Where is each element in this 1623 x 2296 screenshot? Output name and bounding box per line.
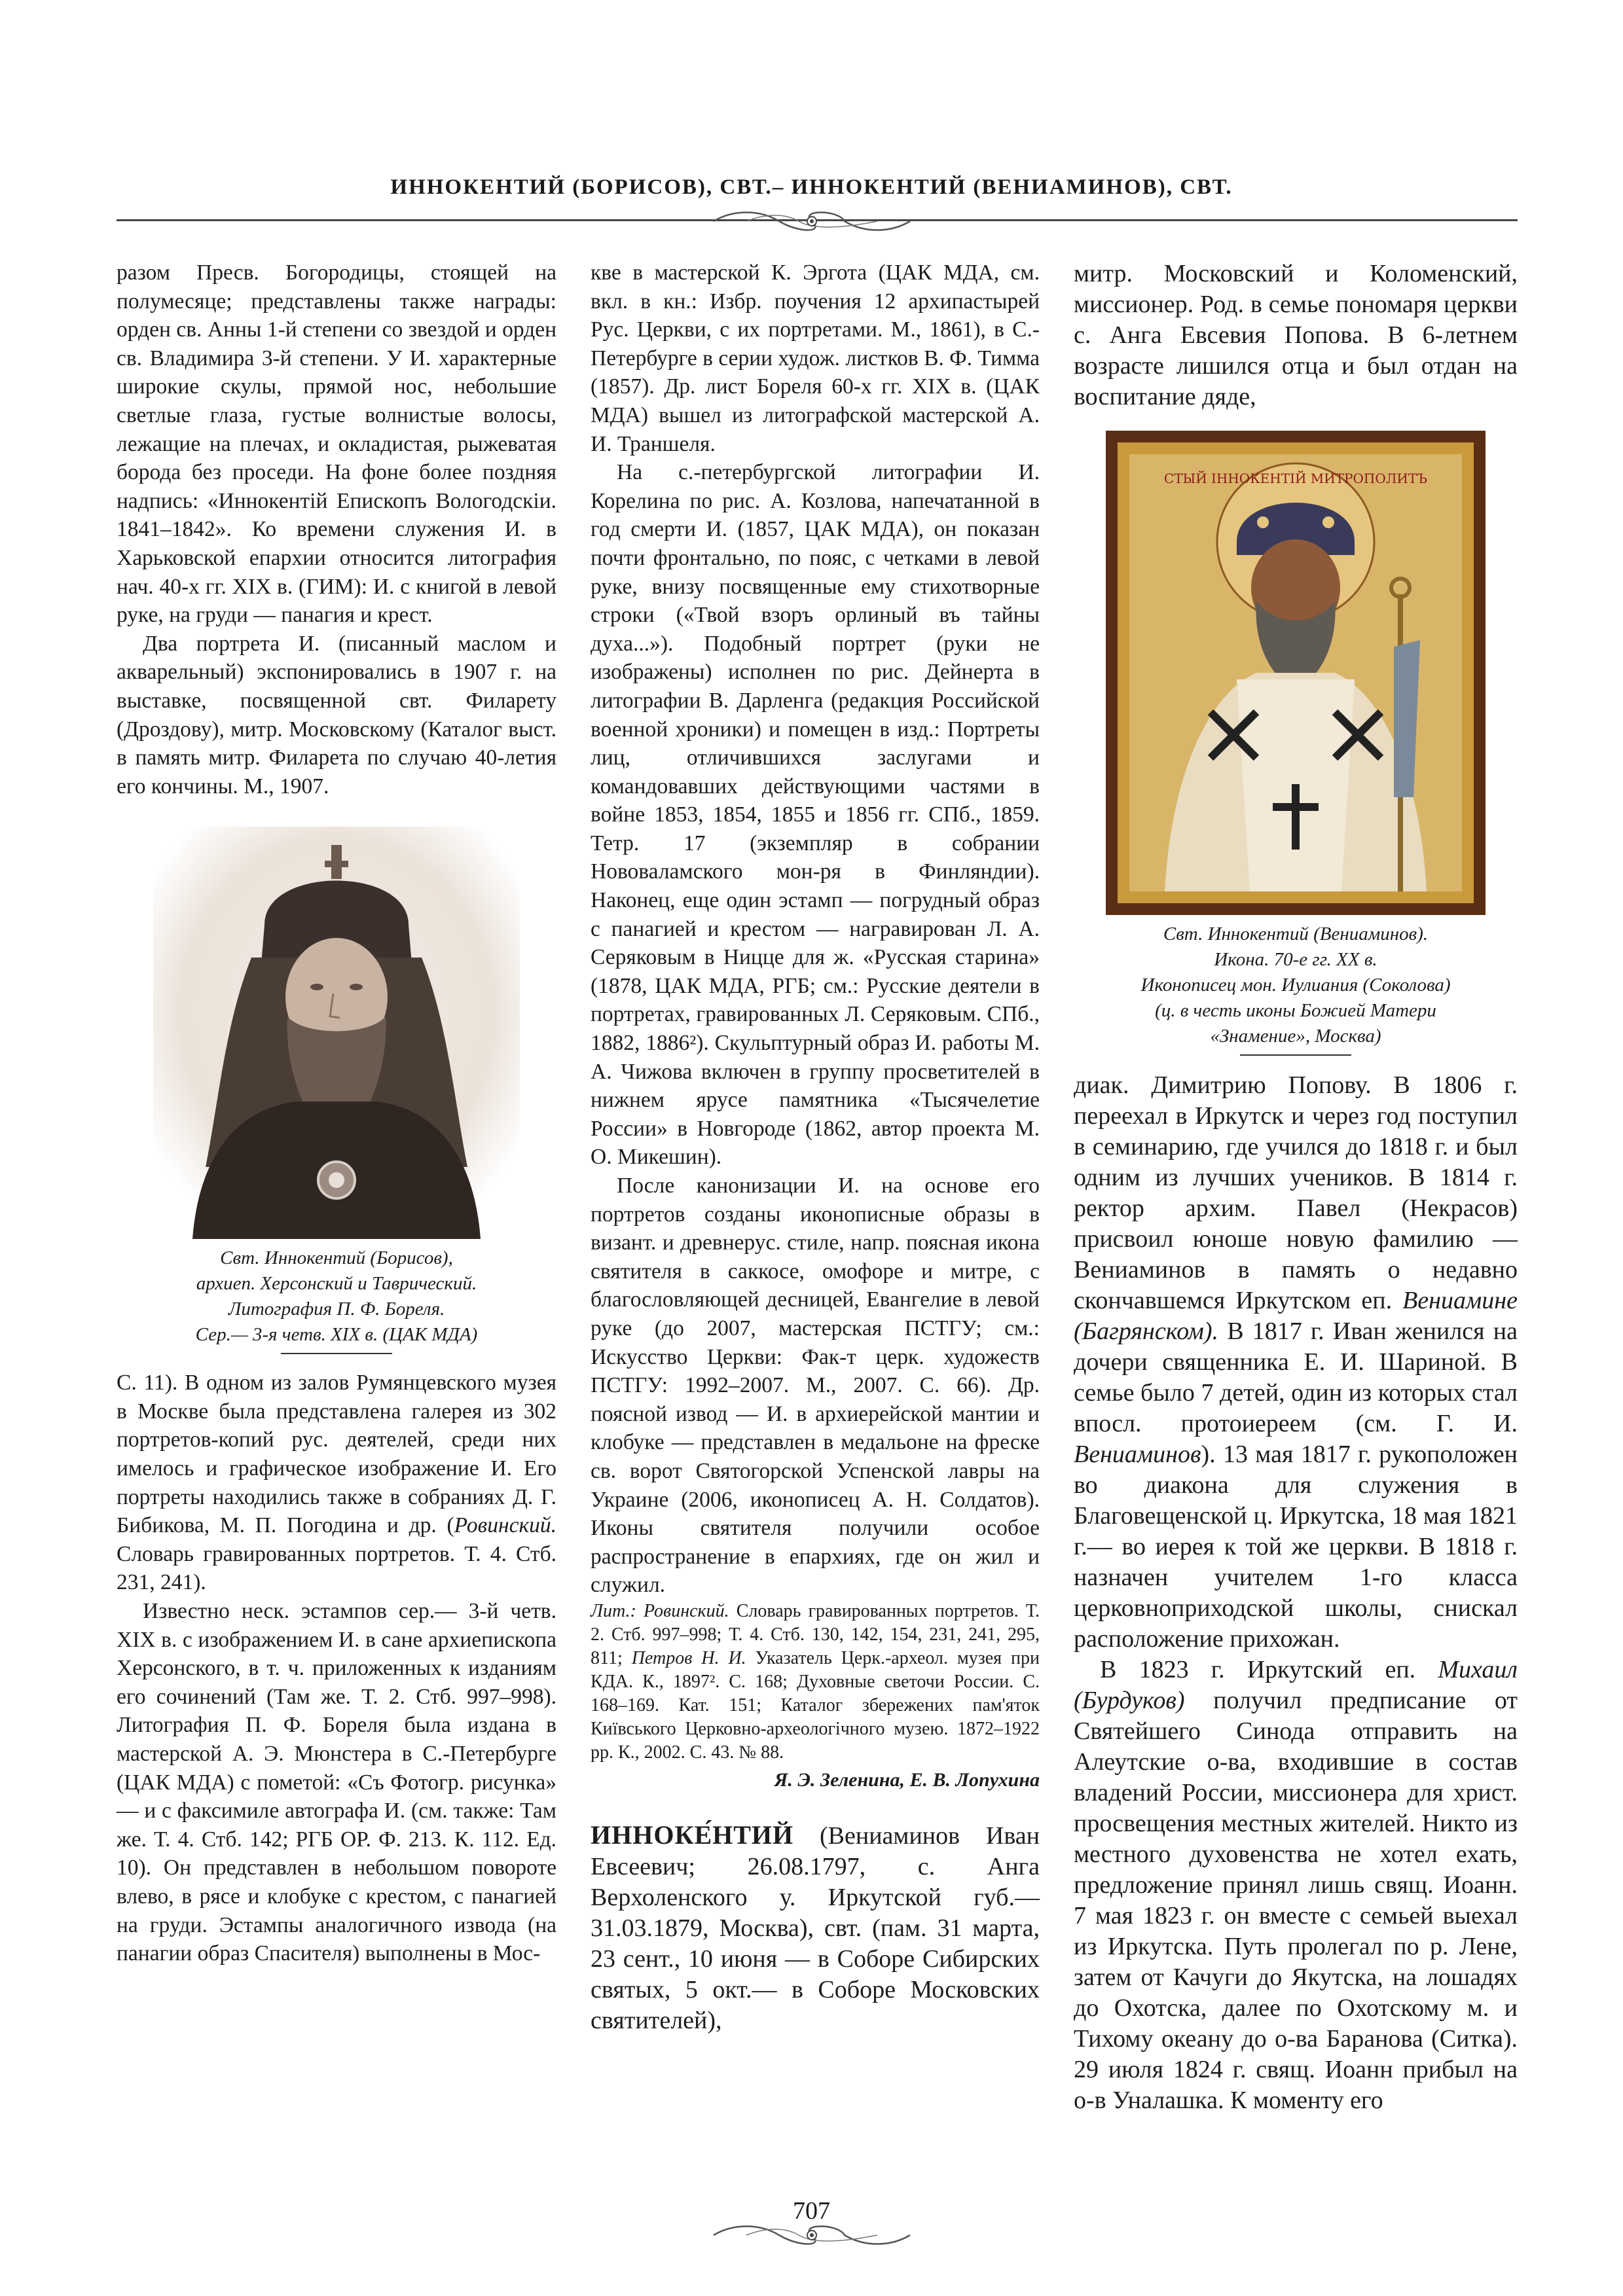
caption-line: Сер.— 3-я четв. XIX в. (ЦАК МДА) [195, 1324, 478, 1346]
column-1 [117, 259, 556, 1968]
col1-paragraph-4: Известно неск. эстампов сер.— 3-й четв. XIX в. с изображением И. в сане архиепископа Херсонского, в т. ч. приложенных к изданиям его сочинений (Там же. Т. 2. Стб. 997–998). Литография П. Ф. Бореля была издана в мастерской А. Э. Мюнстера в С.-Петербурге (ЦАК МДА) с пометой: «Съ Фотогр. рисунка» — и с факсимиле автографа И. (см. также: Там же. Т. 4. Стб. 142; РГБ ОР. Ф. 213. К. 112. Ед. 10). Он представлен в небольшом повороте влево, в рясе и клобуке с крестом, с панагией на груди. Эстампы аналогичного извода (на панагии образ Спасителя) выполнены в Мос- [117, 1599, 556, 1966]
caption-line: архиеп. Херсонский и Таврический. [196, 1273, 477, 1295]
col2-paragraph-3: После канонизации И. на основе его портретов созданы иконописные образы в визант. и древнерус. стиле, напр. поясная икона святителя в саккосе, омофоре и митре, с благословляющей десницей, Евангелие в левой руке (до 2007, мастерская ПСТГУ; см.: Искусство Церкви: Фак-т церк. художеств ПСТГУ: 1992–2007. М., 2007. С. 66). Др. поясной извод — И. в архиерейской мантии и клобуке — представлен в медальоне на фреске св. ворот Святогорской Успенской лавры на Украине (2006, иконописец А. Н. Солдатов). Иконы святителя получили особое распространение в епархиях, где он жил и служил. [591, 1174, 1040, 1598]
running-title: ИННОКЕНТИЙ (БОРИСОВ), СВТ.– ИННОКЕНТИЙ (ВЕНИАМИНОВ), СВТ. [390, 175, 1233, 199]
caption-line: «Знамение», Москва) [1210, 1026, 1381, 1047]
col3-paragraph-2: диак. Димитрию Попову. В 1806 г. переехал в Иркутск и через год поступил в семинарию, где учился до 1818 г. и был одним из лучших учеников. В 1814 г. ректор архим. Павел (Некрасов) присвоил юноше новую фамилию — Вениаминов в память о недавно скончавшемся Иркутском еп. Вениамине (Багрянском). В 1817 г. Иван женился на дочери священника Е. И. Шариной. В семье было 7 детей, один из которых стал впосл. протоиереем (см. Г. И. Вениаминов). 13 мая 1817 г. рукоположен во диакона для служения в Благовещенской ц. Иркутска, 18 мая 1821 г.— во иерея к той же церкви. В 1818 г. назначен учителем 1-го класса церковноприходской школы, снискал расположение прихожан. [1074, 1071, 1518, 1653]
col1-paragraph-2: Два портрета И. (писанный маслом и акварельный) экспонировались в 1907 г. на выставке, посвященной свт. Филарету (Дроздову), митр. Московскому (Каталог выст. в память митр. Филарета по случаю 40-летия его кончины. М., 1907. [117, 631, 556, 798]
portrait-image-borisov [153, 827, 520, 1239]
entry-headword: ИННОКЕ́НТИЙ [591, 1820, 794, 1850]
caption-line: (ц. в честь иконы Божией Матери [1155, 1000, 1436, 1021]
column-2 [591, 259, 1040, 2036]
page-number: 707 [793, 2197, 830, 2225]
caption-rule [281, 1353, 392, 1354]
col2-paragraph-2: На с.-петербургской литографии И. Корелина по рис. А. Козлова, напечатанной в год смерти И. (1857, ЦАК МДА), он показан почти фронтально, по пояс, с четками в левой руке, внизу посвященные ему стихотворные строки («Твой взоръ орлиный въ тайны духа...»). Подобный портрет (руки не изображены) исполнен по рис. Дейнерта в литографии В. Дарленга (редакция Российской военной хроники) и помещен в изд.: Портреты лиц, отличившихся заслугами и командовавших действующими частями в войне 1853, 1854, 1855 и 1856 гг. СПб., 1859. Тетр. 17 (экземпляр в собрании Нововаламского мон-ря в Финляндии). Наконец, еще один эстамп — погрудный образ с панагией и крестом — награвирован Л. А. Серяковым в Ницце для ж. «Русская старина» (1878, ЦАК МДА, РГБ; см.: Русские деятели в портретах, гравированных Л. Серяковым. СПб., 1882, 1886²). Скульптурный образ И. работы М. А. Чижова включен в группу просветителей в нижнем ярусе памятника «Тысячелетие России» в Новгороде (1862, автор проекта М. О. Микешин). [591, 460, 1040, 1170]
caption-line: Икона. 70-е гг. XX в. [1214, 949, 1377, 970]
caption-line: Литография П. Ф. Бореля. [228, 1299, 445, 1320]
icon-inscription: СТЫЙ ІННОКЕНТІЙ МИТРОПОЛИТЪ [1163, 471, 1428, 486]
header-ornament [707, 208, 917, 234]
article-authors: Я. Э. Зеленина, Е. В. Лопухина [774, 1768, 1040, 1791]
caption-line: Иконописец мон. Иулиания (Соколова) [1140, 975, 1451, 996]
caption-line: Свт. Иннокентий (Борисов), [220, 1247, 453, 1269]
literature-list: Лит.: Ровинский. Словарь гравированных портретов. Т. 2. Стб. 997–998; Т. 4. Стб. 130, 142, 154, 231, 241, 295, 811; Петров Н. И. Указатель Церк.-археол. музея при КДА. К., 1897². С. 168; Духовные светочи России. С. 168–169. Кат. 151; Каталог збережених пам'яток Київського Церковно-археологічного музею. 1872–1922 рр. К., 2002. С. 43. № 88. [591, 1600, 1040, 1763]
col1-paragraph-1: разом Пресв. Богородицы, стоящей на полумесяце; представлены также награды: орден св. Анны 1-й степени со звездой и орден св. Владимира 3-й степени. У И. характерные широкие скулы, прямой нос, небольшие светлые глаза, густые волнистые волосы, лежащие на плечах, и окладистая, рыжеватая борода без проседи. На фоне более поздняя надпись: «Иннокентiй Епископъ Вологодскiи. 1841–1842». Ко времени служения И. в Харьковской епархии относится литография нач. 40-х гг. XIX в. (ГИМ): И. с книгой в левой руке, на груди — панагия и крест. [117, 260, 556, 628]
col1-paragraph-3: С. 11). В одном из залов Румянцевского музея в Москве была представлена галерея из 302 портретов-копий рус. деятелей, среди них имелось и графическое изображение И. Его портреты находились также в собраниях Д. Г. Бибикова, М. П. Погодина и др. (Ровинский. Словарь гравированных портретов. Т. 4. Стб. 231, 241). [117, 1371, 556, 1595]
col2-paragraph-1: кве в мастерской К. Эргота (ЦАК МДА, см. вкл. в кн.: Избр. поучения 12 архипастырей Рус. Церкви, с их портретами. М., 1861), в С.-Петербурге в серии худож. листков В. Ф. Тимма (1857). Др. лист Бореля 60-х гг. XIX в. (ЦАК МДА) вышел из литографской мастерской А. И. Траншеля. [591, 260, 1040, 456]
caption-line: Свт. Иннокентий (Вениаминов). [1163, 924, 1429, 944]
icon-image-veniaminov [1106, 431, 1486, 915]
entry-heading-paragraph: ИННОКЕ́НТИЙ (Вениаминов Иван Евсеевич; 26.08.1797, с. Анга Верхоленского у. Иркутской губ.— 31.03.1879, Москва), свт. (пам. 31 марта, 23 сент., 10 июня — в Соборе Сибирских святых, 5 окт.— в Соборе Московских святителей), [591, 1820, 1040, 2034]
footer-ornament [707, 2222, 917, 2248]
column-3 [1074, 259, 1518, 2116]
portrait-caption-borisov [117, 1246, 556, 1348]
caption-rule [1240, 1054, 1351, 1056]
col3-paragraph-1: митр. Московский и Коломенский, миссионер. Род. в семье пономаря церкви с. Анга Евсевия Попова. В 6-летнем возрасте лишился отца и был отдан на воспитание дяде, [1074, 260, 1518, 410]
col3-paragraph-3: В 1823 г. Иркутский еп. Михаил (Бурдуков) получил предписание от Святейшего Синода отправить на Алеутские о-ва, входившие в состав владений России, миссионера для христ. просвещения местных жителей. Никто из местного духовенства не хотел ехать, предложение принял лишь свящ. Иоанн. 7 мая 1823 г. он вместе с семьей выехал из Иркутска. Путь пролегал по р. Лене, затем от Качуги до Якутска, на лошадях до Охотска, далее по Охотскому м. и Тихому океану до о-ва Баранова (Ситка). 29 июля 1824 г. свящ. Иоанн прибыл на о-в Уналашка. К моменту его [1074, 1656, 1518, 2114]
icon-caption-veniaminov [1074, 922, 1518, 1049]
